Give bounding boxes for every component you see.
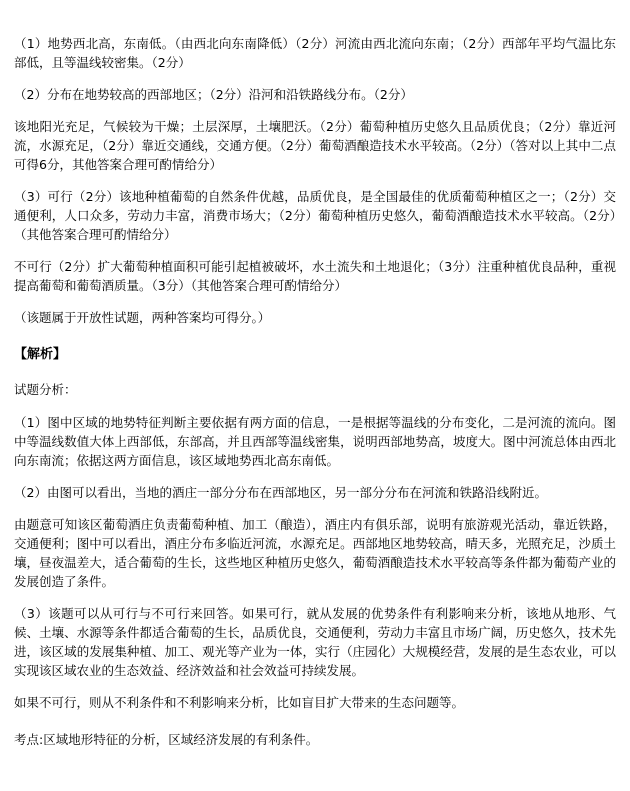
analysis-paragraph-3: 由题意可知该区葡萄酒庄负责葡萄种植、加工（酿造），酒庄内有俱乐部，说明有旅游观光活动，靠近铁路，交通便利；图中可以看出，酒庄分布多临近河流，水源充足。西部地区地势较高，晴天多，光照充足，沙质土壤，昼夜温差大，适合葡萄的生长，这些地区种植历史悠久，葡萄酒酿造技术水平较高等条件都为葡萄产业的发展创造了条件。 xyxy=(14,517,616,589)
analysis-paragraph-5: 如果不可行，则从不利条件和不利影响来分析，比如盲目扩大带来的生态问题等。 xyxy=(14,695,465,710)
answer-paragraph-4: （3）可行（2分）该地种植葡萄的自然条件优越，品质优良，是全国最佳的优质葡萄种植区之一；（2分）交通便利，人口众多，劳动力丰富，消费市场大；（2分）葡萄种植历史悠久，葡萄酒酿造技术水平较高。（2分）（其他答案合理可酌情给分） xyxy=(14,189,616,242)
keypoint-note: 考点:区域地形特征的分析，区域经济发展的有利条件。 xyxy=(14,732,319,747)
answer-paragraph-6: （该题属于开放性试题，两种答案均可得分。） xyxy=(14,310,271,325)
answer-paragraph-3: 该地阳光充足，气候较为干燥；土层深厚，土壤肥沃。（2分）葡萄种植历史悠久且品质优良；（2分）靠近河流，水源充足，（2分）靠近交通线，交通方便。（2分）葡萄酒酿造技术水平较高。（2分）（答对以上其中二点可得6分，其他答案合理可酌情给分） xyxy=(14,119,616,172)
analysis-paragraph-1: （1）图中区域的地势特征判断主要依据有两方面的信息，一是根据等温线的分布变化，二是河流的流向。图中等温线数值大体上西部低，东部高，并且西部等温线密集，说明西部地势高，坡度大。图中河流总体由西北向东南流；依据这两方面信息，该区域地势西北高东南低。 xyxy=(14,415,616,468)
answer-paragraph-5: 不可行（2分）扩大葡萄种植面积可能引起植被破坏，水土流失和土地退化；（3分）注重种植优良品种，重视提高葡萄和葡萄酒质量。（3分）（其他答案合理可酌情给分） xyxy=(14,259,616,293)
analysis-heading: 【解析】 xyxy=(14,347,67,362)
analysis-paragraph-4: （3）该题可以从可行与不可行来回答。如果可行，就从发展的优势条件有利影响来分析，该地从地形、气候、土壤、水源等条件都适合葡萄的生长，品质优良，交通便利，劳动力丰富且市场广阔，历史悠久，技术先进，该区域的发展集种植、加工、观光等产业为一体，实行（庄园化）大规模经营，发展的是生态农业，可以实现该区域农业的生态效益、经济效益和社会效益可持续发展。 xyxy=(14,606,616,678)
analysis-paragraph-2: （2）由图可以看出，当地的酒庄一部分分布在西部地区，另一部分分布在河流和铁路沿线附近。 xyxy=(14,485,547,500)
answer-paragraph-2: （2）分布在地势较高的西部地区；（2分）沿河和沿铁路线分布。（2分） xyxy=(14,87,413,102)
answer-paragraph-1: （1）地势西北高，东南低。（由西北向东南降低）（2分）河流由西北流向东南；（2分）西部年平均气温比东部低，且等温线较密集。（2分） xyxy=(14,36,616,70)
analysis-subheading: 试题分析： xyxy=(14,382,77,397)
